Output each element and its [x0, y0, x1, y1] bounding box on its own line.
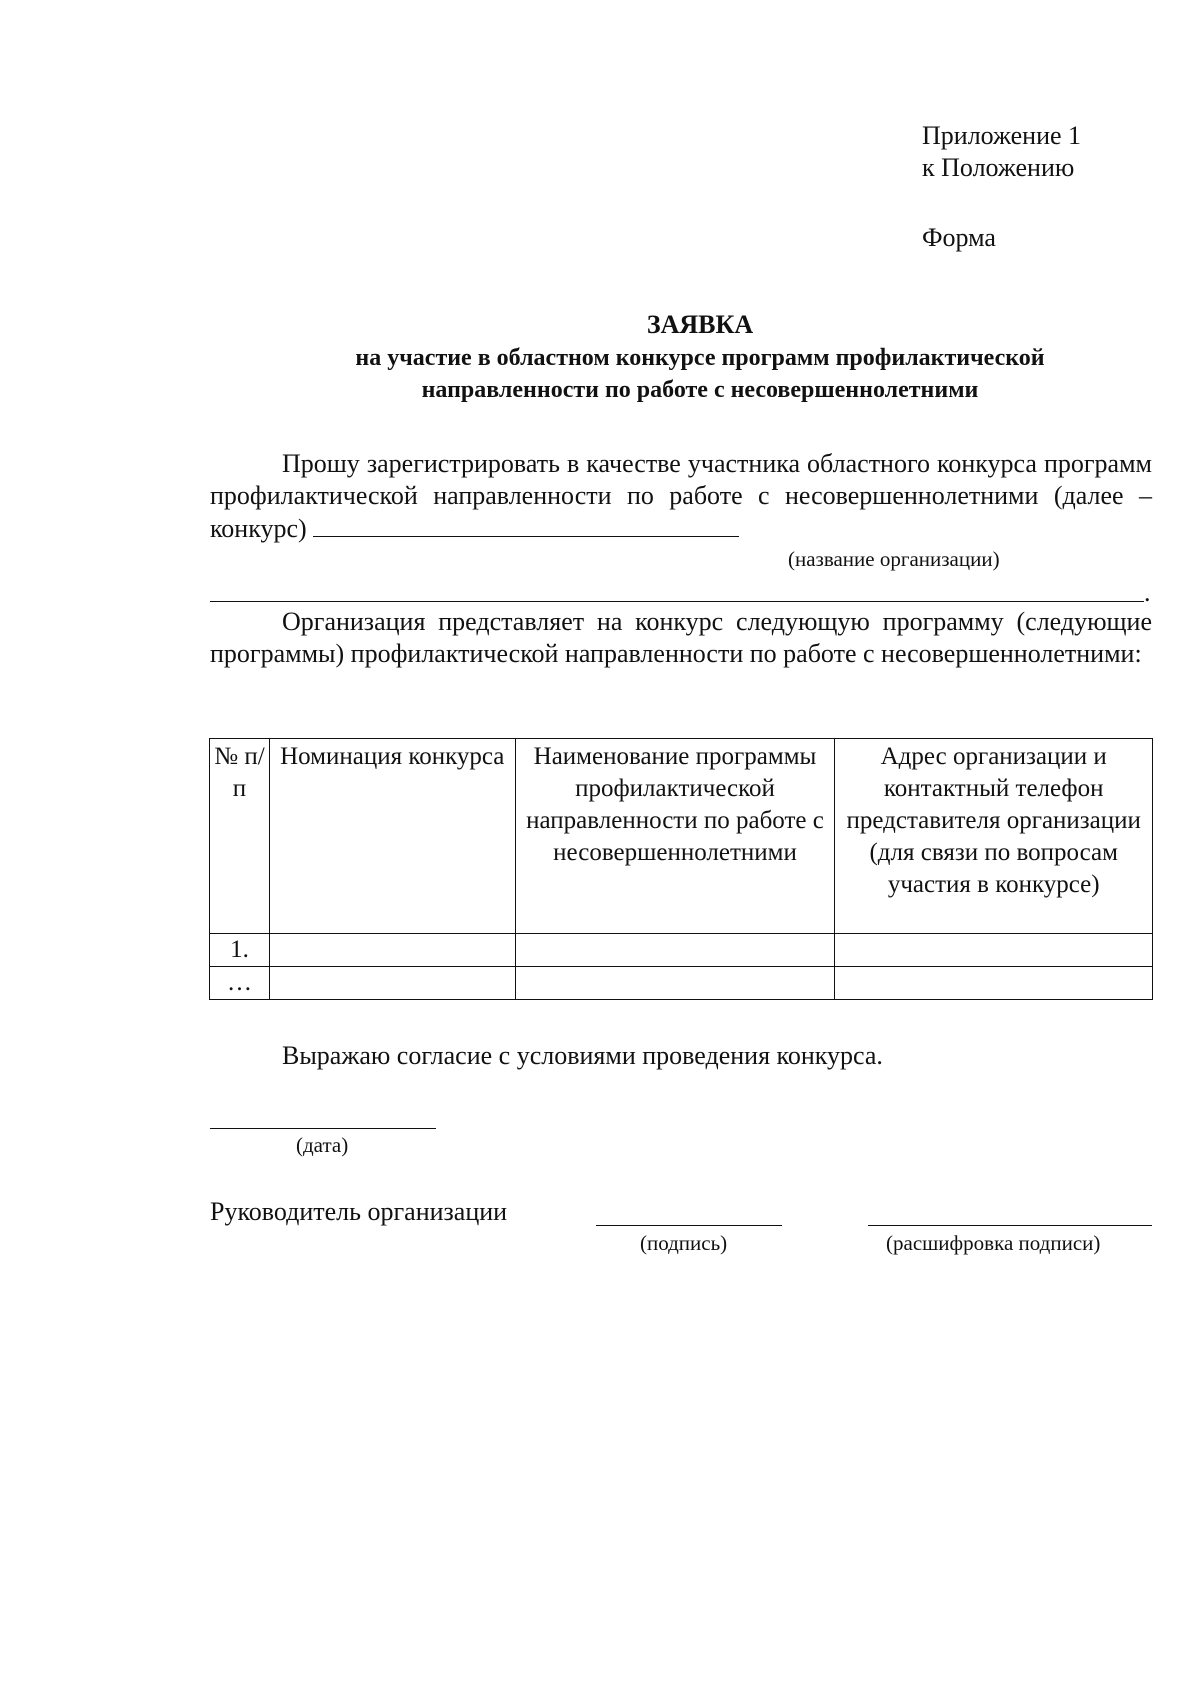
- org-name-blank[interactable]: [313, 512, 739, 537]
- table-header-address-contact: Адрес организации и контактный телефон представителя организации (для связи по вопросам участия в конкурсе): [835, 739, 1153, 934]
- signature-blank[interactable]: [596, 1225, 782, 1226]
- org-line-dot: .: [1144, 578, 1151, 607]
- table-row: [210, 967, 1153, 1000]
- table-cell[interactable]: [269, 934, 515, 967]
- org-name-caption: (название организации): [788, 547, 1000, 571]
- table-row: [210, 934, 1153, 967]
- form-label: Форма: [922, 223, 996, 252]
- signature-caption: (подпись): [640, 1231, 728, 1255]
- table-header-number: № п/п: [210, 739, 270, 934]
- request-paragraph: [210, 448, 1152, 545]
- annex-line-2: к Положению: [922, 153, 1075, 182]
- table-cell[interactable]: [515, 934, 835, 967]
- consent-statement: Выражаю согласие с условиями проведения конкурса.: [282, 1041, 883, 1070]
- signature-decoding-blank[interactable]: [868, 1225, 1152, 1226]
- title-main: ЗАЯВКА: [646, 310, 754, 339]
- table-header-program-name: Наименование программы профилактической направленности по работе с несовершеннолетними: [515, 739, 835, 934]
- table-cell: …: [210, 967, 270, 1000]
- table-header-nomination: Номинация конкурса: [269, 739, 515, 934]
- date-caption: (дата): [296, 1133, 349, 1157]
- annex-block: [922, 120, 1162, 184]
- table-cell[interactable]: [835, 967, 1153, 1000]
- table-header-row: [210, 739, 1153, 934]
- table-cell[interactable]: [515, 967, 835, 1000]
- annex-line-1: Приложение 1: [922, 121, 1082, 150]
- table-cell[interactable]: [835, 934, 1153, 967]
- presentation-paragraph: [210, 606, 1152, 670]
- application-table: [209, 738, 1153, 1000]
- org-name-continuation-blank[interactable]: [210, 601, 1144, 602]
- presentation-text: Организация представляет на конкурс следующую программу (следующие программы) профилактической направленности по работе с несовершеннолетними:: [210, 607, 1152, 668]
- document-title: [200, 308, 1200, 406]
- table-cell[interactable]: [269, 967, 515, 1000]
- title-line-3: направленности по работе с несовершеннолетними: [421, 377, 979, 403]
- request-text: Прошу зарегистрировать в качестве участника областного конкурса программ профилактической направленности по работе с несовершеннолетними (далее – конкурс): [210, 449, 1152, 543]
- table-cell: 1.: [210, 934, 270, 967]
- head-of-organization-label: Руководитель организации: [210, 1197, 508, 1226]
- title-line-2: на участие в областном конкурсе программ профилактической: [355, 345, 1045, 371]
- signature-decoding-caption: (расшифровка подписи): [886, 1231, 1101, 1255]
- date-blank[interactable]: [210, 1128, 436, 1129]
